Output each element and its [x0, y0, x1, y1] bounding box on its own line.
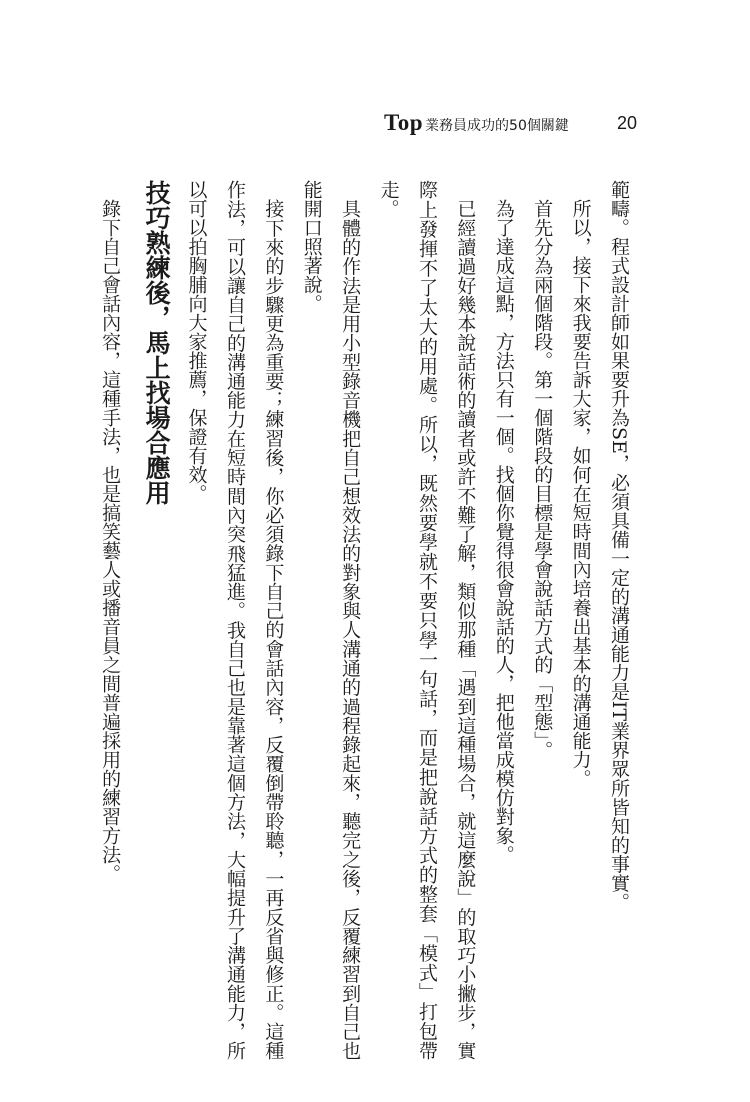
paragraph-4: 為了達成這點，方法只有一個。找個你覺得很會說話的人，把他當成模仿對象。	[492, 199, 515, 864]
paragraph-6: 具體的作法是用小型錄音機把自己想效法的對象與人溝通的過程錄起來，聽完之後，反覆練習到自己也能開口照著說。	[300, 180, 362, 1060]
body-text	[91, 180, 638, 1060]
page-number: 20	[617, 113, 638, 133]
section-heading: 技巧熟練後，馬上找場合應用	[142, 180, 172, 505]
paragraph-8: 錄下自己會話內容，這種手法，也是搞笑藝人或播音員之間普遍採用的練習方法。	[99, 199, 122, 883]
running-header	[384, 110, 569, 136]
book-title: 業務員成功的50個關鍵	[425, 118, 569, 134]
paragraph-3: 首先分為兩個階段。第一個階段的目標是學會說話方式的「型態」。	[531, 199, 554, 760]
book-brand-logo: Top	[384, 110, 424, 135]
paragraph-1: 範疇。程式設計師如果要升為SE，必須具備一定的溝通能力是IT業界眾所皆知的事實。	[608, 180, 630, 912]
paragraph-5: 已經讀過好幾本說話術的讀者或許不難了解，類似那種「遇到這種場合，就這麼說」的取巧小撇步，實際上發揮不了太大的用處。所以，既然要學就不要只學一句話，而是把說話方式的整套「模式」打包帶走。	[377, 180, 477, 1060]
paragraph-2: 所以，接下來我要告訴大家，如何在短時間內培養出基本的溝通能力。	[569, 199, 592, 788]
paragraph-7: 接下來的步驟更為重要；練習後，你必須錄下自己的會話內容，反覆倒帶聆聽，一再反省與修正。這種作法，可以讓自己的溝通能力在短時間內突飛猛進。我自己也是靠著這個方法，大幅提升了溝通能力，所以可以拍胸脯向大家推薦，保證有效。	[185, 180, 285, 1060]
